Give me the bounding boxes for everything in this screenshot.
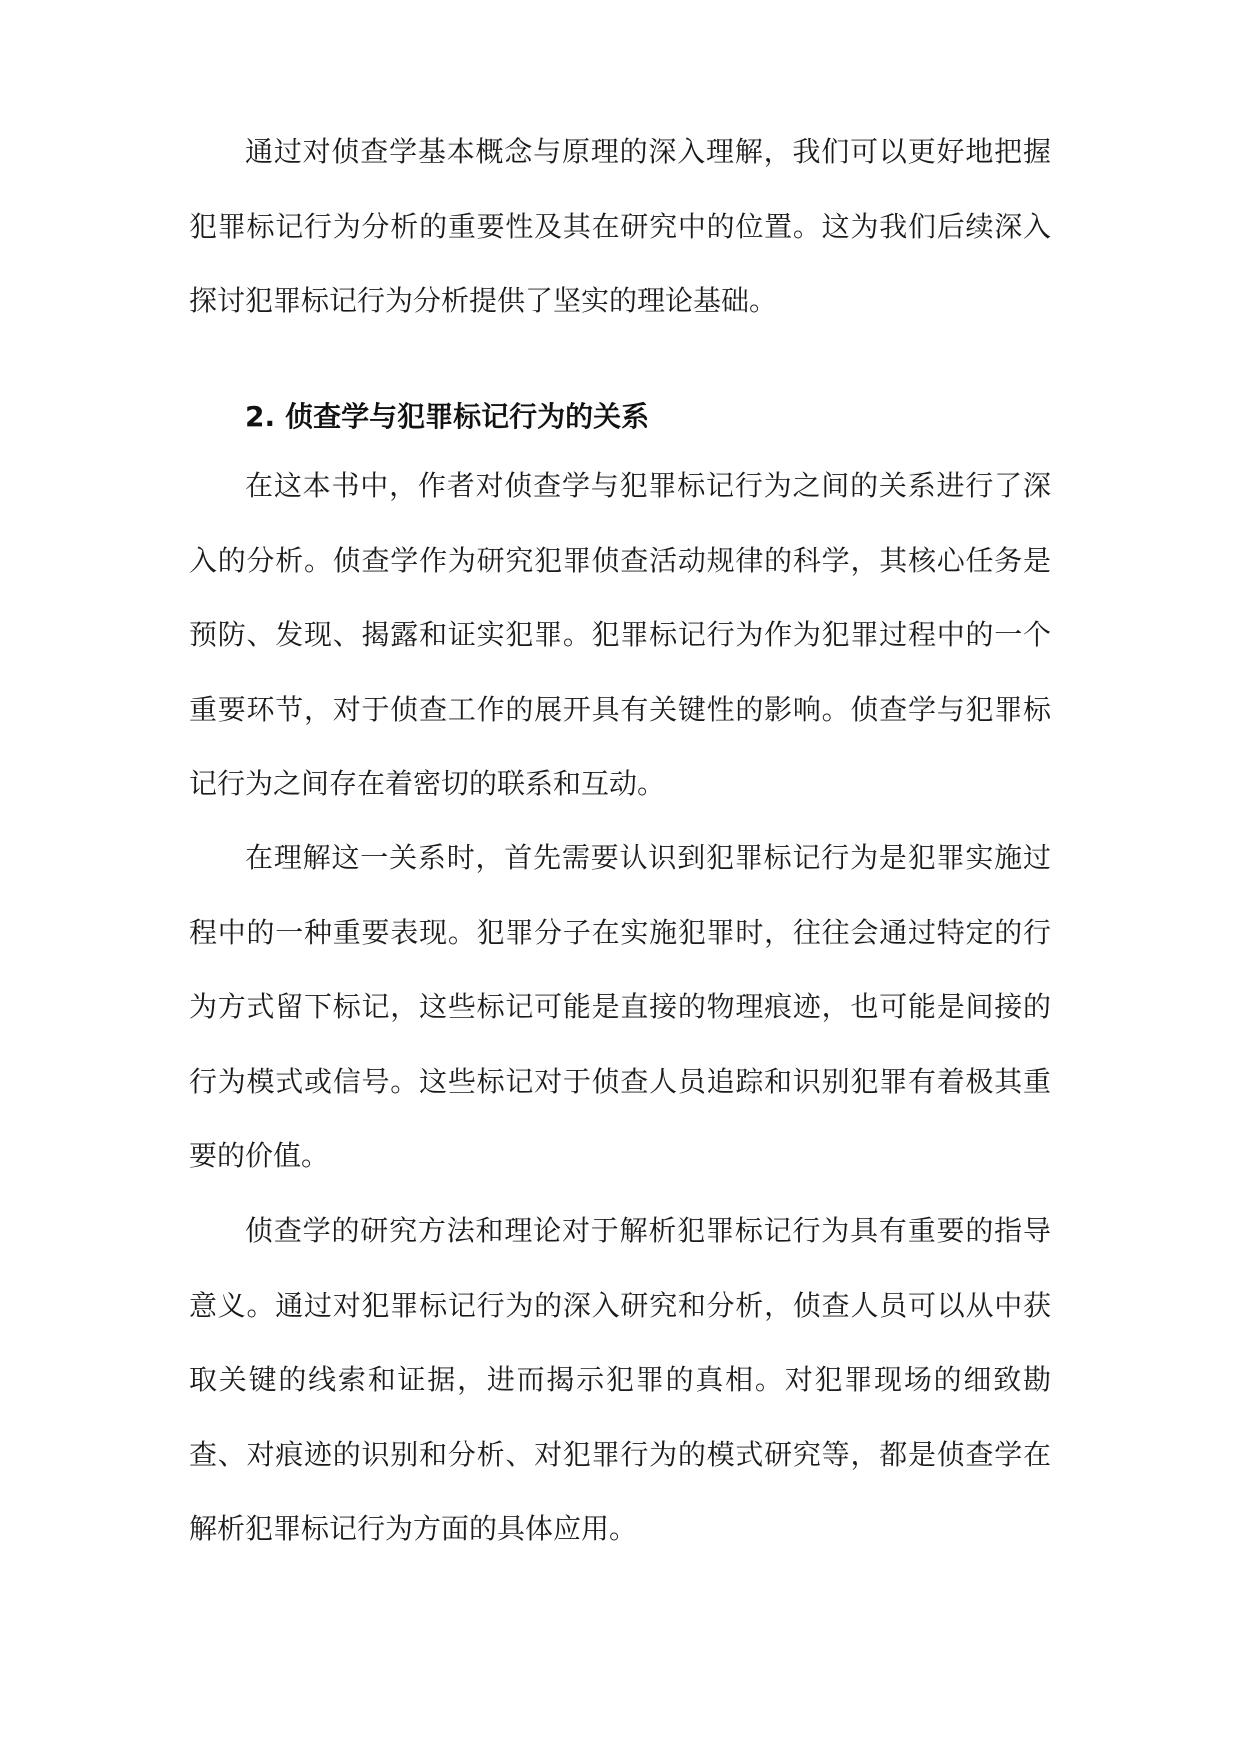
paragraph-intro: 通过对侦查学基本概念与原理的深入理解，我们可以更好地把握犯罪标记行为分析的重要性及其在研究中的位置。这为我们后续深入探讨犯罪标记行为分析提供了坚实的理论基础。: [189, 135, 1051, 317]
section-heading: [245, 397, 649, 437]
section-title: 侦查学与犯罪标记行为的关系: [285, 400, 650, 433]
paragraph-3: 侦查学的研究方法和理论对于解析犯罪标记行为具有重要的指导意义。通过对犯罪标记行为的深入研究和分析，侦查人员可以从中获取关键的线索和证据，进而揭示犯罪的真相。对犯罪现场的细致勘查、对痕迹的识别和分析、对犯罪行为的模式研究等，都是侦查学在解析犯罪标记行为方面的具体应用。: [189, 1214, 1051, 1545]
paragraph-1: 在这本书中，作者对侦查学与犯罪标记行为之间的关系进行了深入的分析。侦查学作为研究犯罪侦查活动规律的科学，其核心任务是预防、发现、揭露和证实犯罪。犯罪标记行为作为犯罪过程中的一个重要环节，对于侦查工作的展开具有关键性的影响。侦查学与犯罪标记行为之间存在着密切的联系和互动。: [189, 469, 1051, 800]
section-number: 2.: [245, 400, 276, 433]
paragraph-2: 在理解这一关系时，首先需要认识到犯罪标记行为是犯罪实施过程中的一种重要表现。犯罪分子在实施犯罪时，往往会通过特定的行为方式留下标记，这些标记可能是直接的物理痕迹，也可能是间接的行为模式或信号。这些标记对于侦查人员追踪和识别犯罪有着极其重要的价值。: [189, 841, 1051, 1172]
